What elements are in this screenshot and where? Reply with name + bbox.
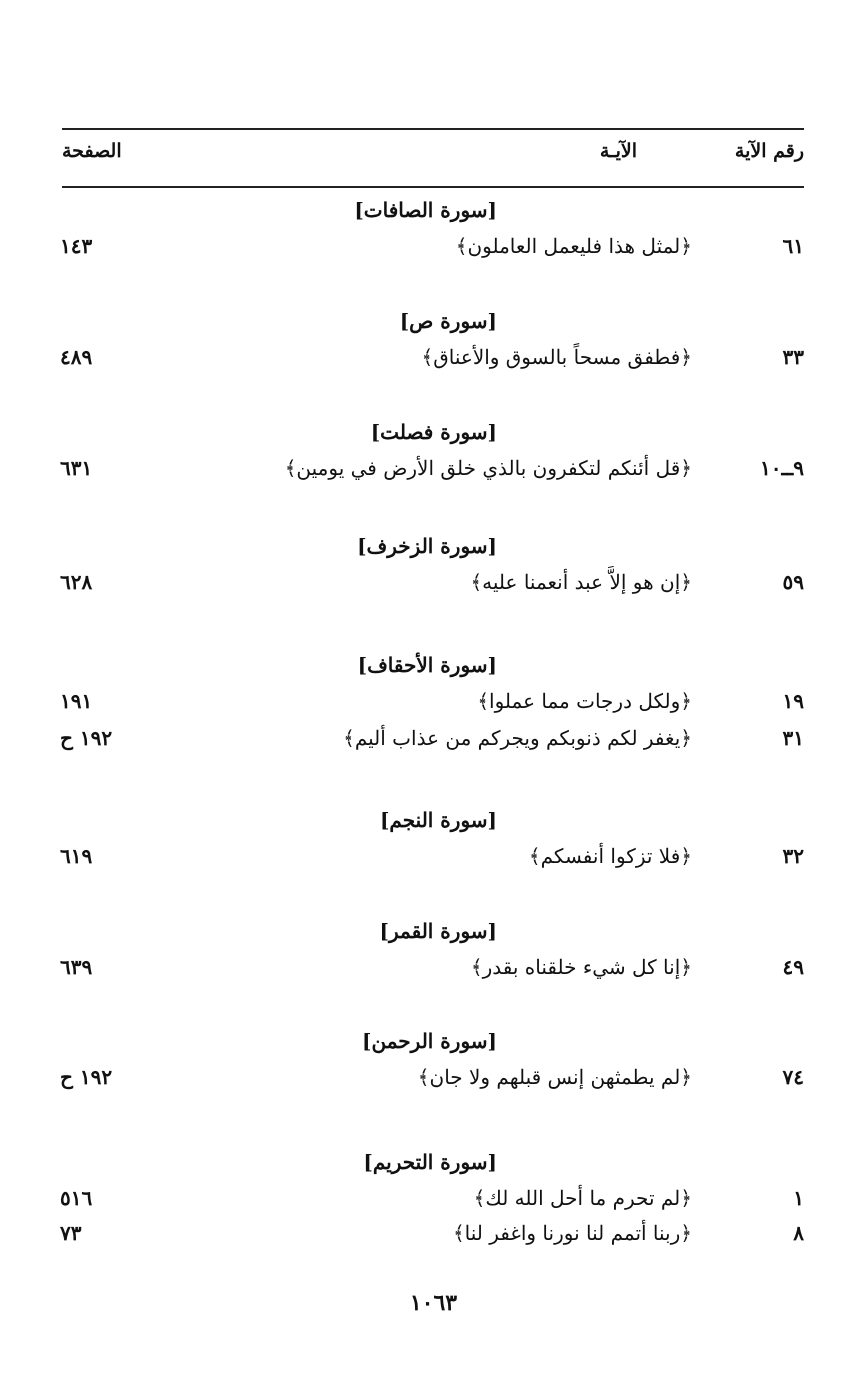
page-reference: ١٩١ <box>60 689 93 713</box>
verse-text: ﴿قل أئنكم لتكفرون بالذي خلق الأرض في يومين﴾ <box>284 456 692 480</box>
verse-row <box>0 234 867 266</box>
header-verse: الآيـة <box>599 140 637 162</box>
verse-number: ٣٣ <box>782 345 804 369</box>
page-reference: ٥١٦ <box>60 1186 93 1210</box>
sura-title: [سورة القمر] <box>379 919 497 943</box>
verse-number: ٤٩ <box>782 955 804 979</box>
sura-title: [سورة ص] <box>399 309 497 333</box>
sura-title: [سورة النجم] <box>379 808 497 832</box>
page-reference: ١٤٣ <box>60 234 93 258</box>
verse-number: ٧٤ <box>782 1065 804 1089</box>
verse-number: ٦١ <box>782 234 804 258</box>
verse-row <box>0 726 867 758</box>
header-verse-number: رقم الآية <box>734 140 804 162</box>
sura-title: [سورة الزخرف] <box>357 534 497 558</box>
page-reference: ٦٣١ <box>60 456 93 480</box>
verse-row <box>0 345 867 377</box>
sura-title: [سورة الصافات] <box>354 198 497 222</box>
verse-text: ﴿فطفق مسحاً بالسوق والأعناق﴾ <box>421 345 692 369</box>
verse-number: ٣٢ <box>782 844 804 868</box>
verse-row <box>0 1186 867 1218</box>
top-rule <box>62 128 804 130</box>
verse-number: ٥٩ <box>782 570 804 594</box>
verse-row <box>0 456 867 488</box>
verse-number: ١ <box>793 1186 804 1210</box>
sura-title: [سورة الرحمن] <box>362 1029 497 1053</box>
verse-text: ﴿إنا كل شيء خلقناه بقدر﴾ <box>470 955 692 979</box>
page-reference: ١٩٢ ح <box>60 726 113 750</box>
verse-text: ﴿فلا تزكوا أنفسكم﴾ <box>528 844 692 868</box>
page-reference: ٦٣٩ <box>60 955 93 979</box>
page-reference: ٦٢٨ <box>60 570 93 594</box>
verse-text: ﴿لم يطمثهن إنس قبلهم ولا جان﴾ <box>417 1065 692 1089</box>
verse-row <box>0 570 867 602</box>
verse-row <box>0 844 867 876</box>
verse-text: ﴿إن هو إلاَّ عبد أنعمنا عليه﴾ <box>470 570 692 594</box>
verse-text: ﴿لمثل هذا فليعمل العاملون﴾ <box>455 234 692 258</box>
verse-number: ٩ــ١٠ <box>760 456 804 480</box>
verse-row <box>0 689 867 721</box>
page-reference: ١٩٢ ح <box>60 1065 113 1089</box>
verse-row <box>0 1065 867 1097</box>
verse-text: ﴿لم تحرم ما أحل الله لك﴾ <box>473 1186 692 1210</box>
page-reference: ٧٣ <box>60 1221 82 1245</box>
verse-number: ٣١ <box>782 726 804 750</box>
verse-text: ﴿ربنا أتمم لنا نورنا واغفر لنا﴾ <box>452 1221 692 1245</box>
header-page: الصفحة <box>62 140 122 162</box>
verse-number: ٨ <box>793 1221 804 1245</box>
verse-text: ﴿ولكل درجات مما عملوا﴾ <box>477 689 692 713</box>
sura-title: [سورة الأحقاف] <box>357 653 497 677</box>
header-rule <box>62 186 804 188</box>
verse-text: ﴿يغفر لكم ذنوبكم ويجركم من عذاب أليم﴾ <box>343 726 692 750</box>
verse-number: ١٩ <box>782 689 804 713</box>
page-number: ١٠٦٣ <box>409 1290 458 1316</box>
verse-row <box>0 955 867 987</box>
verse-row <box>0 1221 867 1253</box>
sura-title: [سورة التحريم] <box>363 1150 497 1174</box>
sura-title: [سورة فصلت] <box>370 420 497 444</box>
page-reference: ٤٨٩ <box>60 345 93 369</box>
page-reference: ٦١٩ <box>60 844 93 868</box>
